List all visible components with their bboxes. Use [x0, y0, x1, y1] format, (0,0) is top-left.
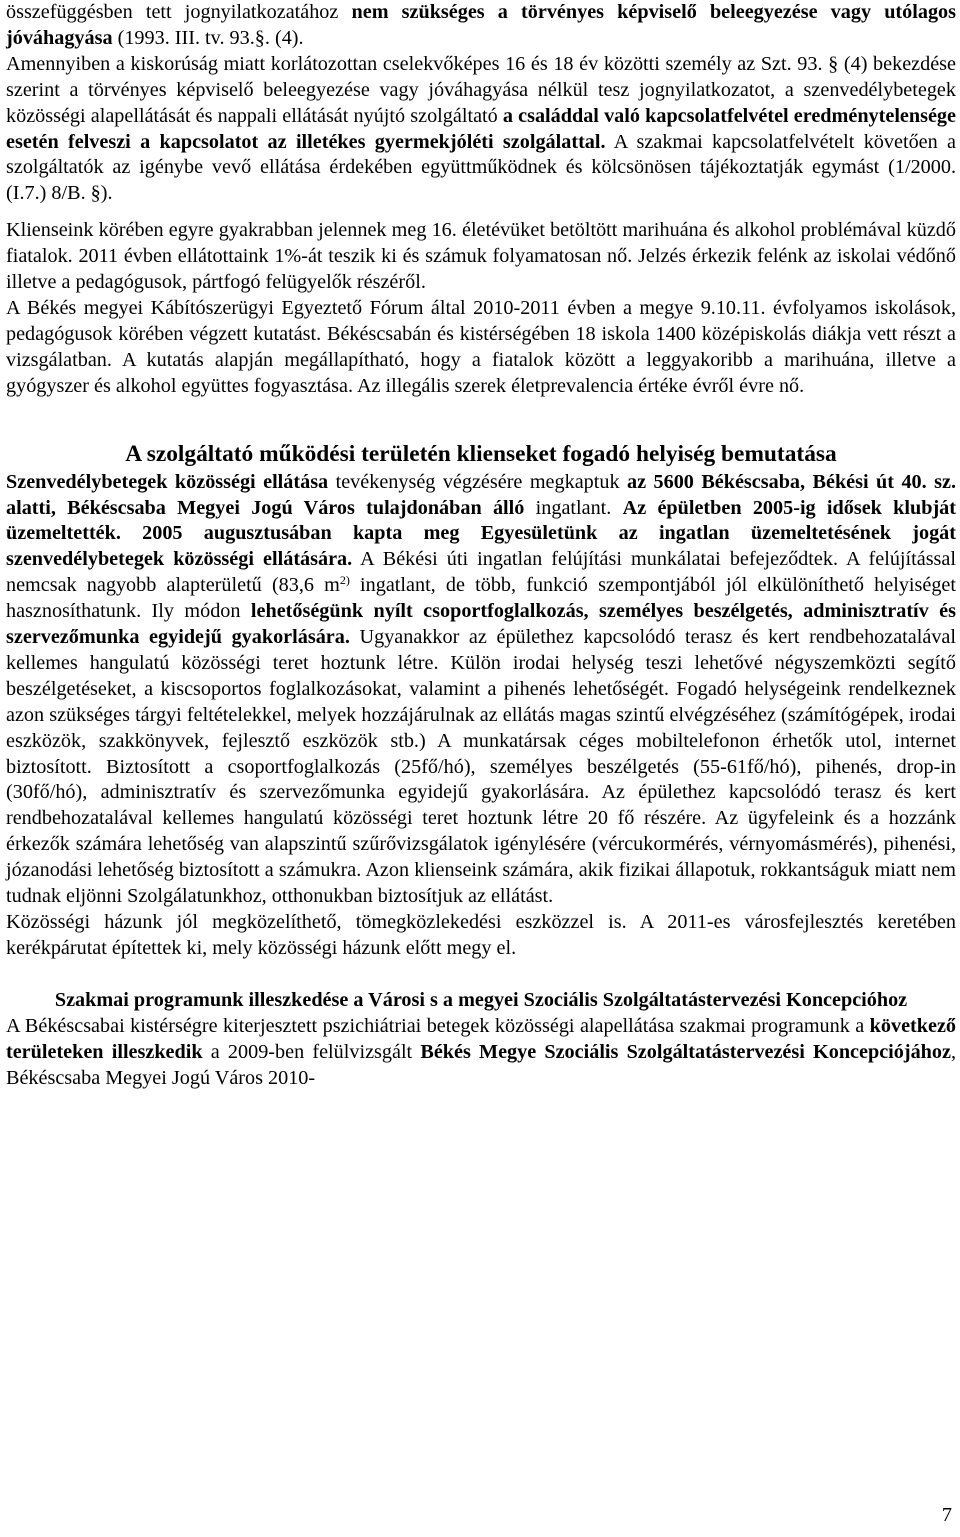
- bold-text-run: Szenvedélybetegek közösségi ellátása: [6, 470, 329, 493]
- paragraph-concept: [6, 1014, 956, 1092]
- text-run: A Békéscsabai kistérségre kiterjesztett pszichiátriai betegek közösségi alapellátása szakmai programunk a: [6, 1014, 870, 1037]
- paragraph-legal-consent: [6, 0, 956, 207]
- spacer: [6, 962, 956, 988]
- text-run: Közösségi házunk jól megközelíthető, tömegközlekedési eszközzel is. A 2011-es városfejlesztés keretében kerékpárutat építettek ki, mely közösségi házunk előtt megy el.: [6, 911, 956, 959]
- text-run: tevékenység végzésére megkaptuk: [328, 470, 627, 493]
- spacer: [6, 400, 956, 426]
- text-run: ingatlant, de több, funkció szempontjából jól elkülöníthető helyiséget hasznosíthatunk. Ily módon: [6, 574, 956, 623]
- bold-text-run: lehetőségünk nyílt csoportfoglalkozás, személyes beszélgetés, adminisztratív és szervezőmunka egyidejű gyakorlására.: [6, 600, 956, 649]
- bold-text-run: következő területeken illeszkedik: [6, 1014, 956, 1063]
- document-page: [6, 0, 956, 1537]
- text-run: összefüggésben tett jognyilatkozatához: [6, 1, 352, 23]
- spacer: [6, 207, 956, 218]
- text-run: A Békés megyei Kábítószerügyi Egyeztető Fórum által 2010-2011 évben a megye 9.10.11. évfolyamos iskolások, pedagógusok körében végzett kutatást. Békéscsabán és kistérségében 18 iskola 1400 középiskolás diákja vett részt a vizsgálatban. A kutatás alapján megállapítható, hogy a fiatalok között a leggyakoribb a marihuána, illetve a gyógyszer és alkohol együttes fogyasztása. Az illegális szerek életprevalencia értéke évről évre nő.: [6, 296, 956, 397]
- text-run: A Békési úti ingatlan felújítási munkálatai befejeződtek. A felújítással nemcsak nagyobb alapterületű (83,6 m: [6, 548, 956, 597]
- text-run: , Békéscsaba Megyei Jogú Város 2010-: [6, 1040, 957, 1089]
- text-run: Amennyiben a kiskorúság miatt korlátozottan cselekvőképes 16 és 18 év közötti személy az Szt. 93. § (4) bekezdése szerint a törvényes képviselő beleegyezése vagy jóváhagyása nélkül tesz jognyilatkozatot, a szenvedélybetegek közösségi alapellátását és nappali ellátását nyújtó szolgáltató: [6, 52, 956, 127]
- text-run: (1993. III. tv. 93.§. (4).: [112, 26, 304, 49]
- text-run: A szakmai kapcsolatfelvételt követően a szolgáltatók az igénybe vevő ellátása érdekében együttműködnek és kölcsönösen tájékoztatják egymást (1/2000. (I.7.) 8/B. §).: [6, 130, 956, 205]
- bold-text-run: az 5600 Békéscsaba, Békési út 40. sz. alatti, Békéscsaba Megyei Jogú Város tulajdonában álló: [6, 470, 956, 519]
- text-run: ingatlant.: [524, 496, 623, 519]
- bold-text-run: Békés Megye Szociális Szolgáltatástervezési Koncepciójához: [420, 1040, 951, 1063]
- superscript: 2): [339, 573, 350, 588]
- section-heading-premises: A szolgáltató működési területén klienseket fogadó helyiség bemutatása: [125, 440, 837, 467]
- text-run: Ugyanakkor az épülethez kapcsolódó terasz és kert rendbehozatalával kellemes hangulatú közösségi teret hoztunk létre. Külön irodai helység teszi lehetővé négyszemközti segítő beszélgetéseket, a kiscsoportos foglalkozásokat, valamint a pihenés lehetőségét. Fogadó helységeink rendelkeznek azon szükséges tárgyi feltételekkel, melyek hozzájárulnak az ellátás magas szintű elvégzéséhez (számítógépek, irodai eszközök, szakkönyvek, fejlesztő eszközök stb.) A munkatársak céges mobiltelefonon érhetők utol, internet biztosított. Biztosított a csoportfoglalkozás (25fő/hó), személyes beszélgetés (55-61fő/hó), pihenés, drop-in (30fő/hó), adminisztratív és szervezőmunka egyidejű gyakorlására. Az épülethez kapcsolódó terasz és kert rendbehozatalával kellemes hangulatú közösségi teret hoztunk létre 20 fő részére. Az ügyfeleink és a hozzánk érkezők számára lehetőség van alapszintű szűrővizsgálatok igénylésére (vércukormérés, vérnyomásmérés), pihenési, józanodási lehetőség biztosított a számukra. Azon klienseink számára, akik fizikai állapotuk, rokkantságuk miatt nem tudnak eljönni Szolgálatunkhoz, otthonukban biztosítjuk az ellátást.: [6, 626, 956, 908]
- paragraph-premises: [6, 470, 956, 962]
- bold-text-run: nem szükséges a törvényes képviselő beleegyezése vagy utólagos jóváhagyása: [6, 1, 956, 49]
- page-number: 7: [941, 1504, 952, 1526]
- bold-text-run: a családdal való kapcsolatfelvétel eredménytelensége esetén felveszi a kapcsolatot az illetékes gyermekjóléti szolgálattal.: [6, 104, 956, 153]
- paragraph-young-clients: [6, 218, 956, 399]
- text-run: Klienseink körében egyre gyakrabban jelennek meg 16. életévüket betöltött marihuána és alkohol problémával küzdő fiatalok. 2011 évben ellátottaink 1%-át teszik ki és számuk folyamatosan nő. Jelzés érkezik felénk az iskolai védőnő illetve a pedagógusok, pártfogó felügyelők részéről.: [6, 219, 956, 294]
- text-run: a 2009-ben felülvizsgált: [202, 1040, 421, 1063]
- section-heading-concept: Szakmai programunk illeszkedése a Városi s a megyei Szociális Szolgáltatástervezési Koncepcióhoz: [54, 988, 908, 1011]
- bold-text-run: Az épületben 2005-ig idősek klubját üzemeltették. 2005 augusztusában kapta meg Egyesületünk az ingatlan üzemeltetésének jogát szenvedélybetegek közösségi ellátására.: [6, 496, 957, 571]
